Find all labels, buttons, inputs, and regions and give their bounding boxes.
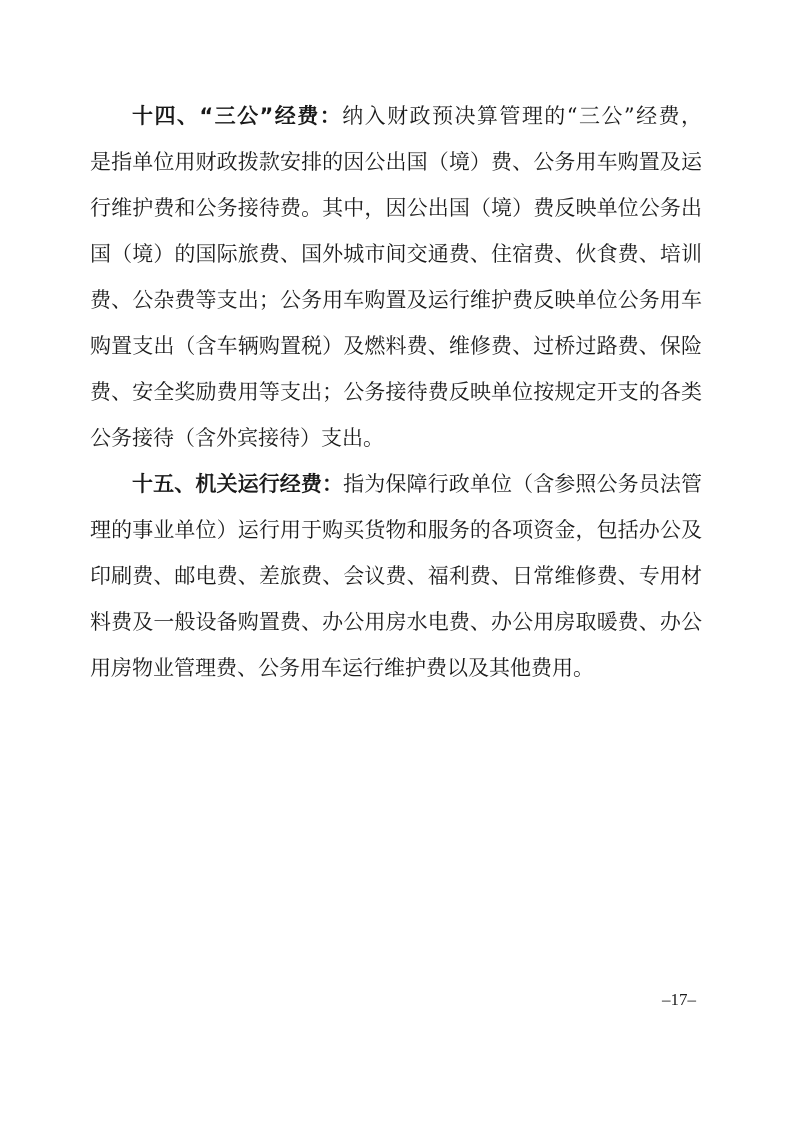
section15-line-4: 用房物业管理费、公务用车运行维护费以及其他费用。 xyxy=(90,656,594,680)
section15-line-1: 理的事业单位）运行用于购买货物和服务的各项资金，包括办公及 xyxy=(90,518,702,542)
section15-line-2: 印刷费、邮电费、差旅费、会议费、福利费、日常维修费、专用材 xyxy=(90,564,702,588)
section14-line-0: 纳入财政预决算管理的“三公”经费， xyxy=(342,104,702,128)
section14-heading: 十四、“三公”经费： xyxy=(132,104,343,128)
section14-line-7: 公务接待（含外宾接待）支出。 xyxy=(90,426,384,450)
section14-first-line xyxy=(132,93,702,139)
section15-first-line xyxy=(132,461,702,507)
page-number: –17– xyxy=(662,990,696,1009)
section14-line-1: 是指单位用财政拨款安排的因公出国（境）费、公务用车购置及运 xyxy=(90,150,702,174)
section15-heading: 十五、机关运行经费： xyxy=(132,472,344,496)
section14-line-2: 行维护费和公务接待费。其中，因公出国（境）费反映单位公务出 xyxy=(90,196,702,220)
section14-line-4: 费、公杂费等支出；公务用车购置及运行维护费反映单位公务用车 xyxy=(90,288,702,312)
section14-line-3: 国（境）的国际旅费、国外城市间交通费、住宿费、伙食费、培训 xyxy=(90,242,702,266)
section14-line-6: 费、安全奖励费用等支出；公务接待费反映单位按规定开支的各类 xyxy=(90,380,702,404)
section15-line-3: 料费及一般设备购置费、办公用房水电费、办公用房取暖费、办公 xyxy=(90,610,702,634)
section14-line-5: 购置支出（含车辆购置税）及燃料费、维修费、过桥过路费、保险 xyxy=(90,334,702,358)
section15-line-0: 指为保障行政单位（含参照公务员法管 xyxy=(343,472,703,496)
